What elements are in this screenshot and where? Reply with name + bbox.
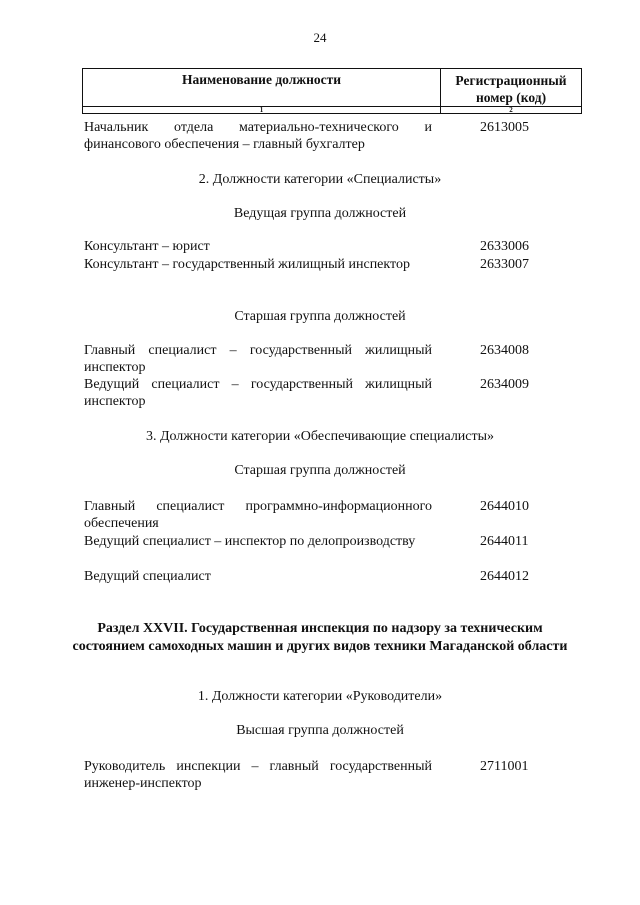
position-name: Руководитель инспекции – главный государственный инженер-инспектор [84,759,432,791]
category-heading: 2. Должности категории «Специалисты» [198,172,442,187]
position-entry [84,119,554,153]
registration-code: 2613005 [480,120,529,135]
position-entry [84,533,554,550]
category-heading: 3. Должности категории «Обеспечивающие специалисты» [145,429,495,444]
registration-code: 2711001 [480,759,529,774]
registration-code: 2644011 [480,534,529,549]
position-name: Начальник отдела материально-технического и финансового обеспечения – главный бухгалтер [84,120,432,152]
group-heading: Старшая группа должностей [234,309,406,324]
column-header-code-line1: Регистрационный [455,73,567,88]
position-entry [84,568,554,585]
section-title: Раздел XXVII. Государственная инспекция по надзору за техническим состоянием самоходных машин и других видов техники Магаданской области [72,621,568,654]
column-header-code [441,72,581,106]
category-heading: 1. Должности категории «Руководители» [197,689,443,704]
position-entry [84,758,554,792]
registration-code: 2633007 [480,257,529,272]
registration-code: 2644010 [480,499,529,514]
column-number-2: 2 [509,106,513,114]
position-entry [84,256,554,273]
position-name: Ведущий специалист – государственный жилищный инспектор [84,377,432,409]
column-number-1: 1 [259,106,264,114]
position-entry [84,498,554,532]
position-name: Консультант – государственный жилищный инспектор [84,257,410,272]
position-name: Ведущий специалист – инспектор по делопроизводству [84,534,416,549]
position-entry [84,342,554,376]
table-header [82,68,582,114]
position-name: Главный специалист – государственный жилищный инспектор [84,343,432,375]
position-name: Главный специалист программно-информационного обеспечения [84,499,432,531]
column-header-code-line2: номер (код) [475,90,547,105]
group-heading: Старшая группа должностей [234,463,406,478]
registration-code: 2633006 [480,239,529,254]
registration-code: 2634009 [480,377,529,392]
page-number: 24 [313,30,327,45]
position-name: Ведущий специалист [84,569,211,584]
position-entry [84,238,554,255]
position-name: Консультант – юрист [84,239,210,254]
registration-code: 2644012 [480,569,529,584]
position-entry [84,376,554,410]
registration-code: 2634008 [480,343,529,358]
column-header-position: Наименование должности [181,72,342,87]
group-heading: Ведущая группа должностей [233,206,407,221]
group-heading: Высшая группа должностей [236,723,404,738]
